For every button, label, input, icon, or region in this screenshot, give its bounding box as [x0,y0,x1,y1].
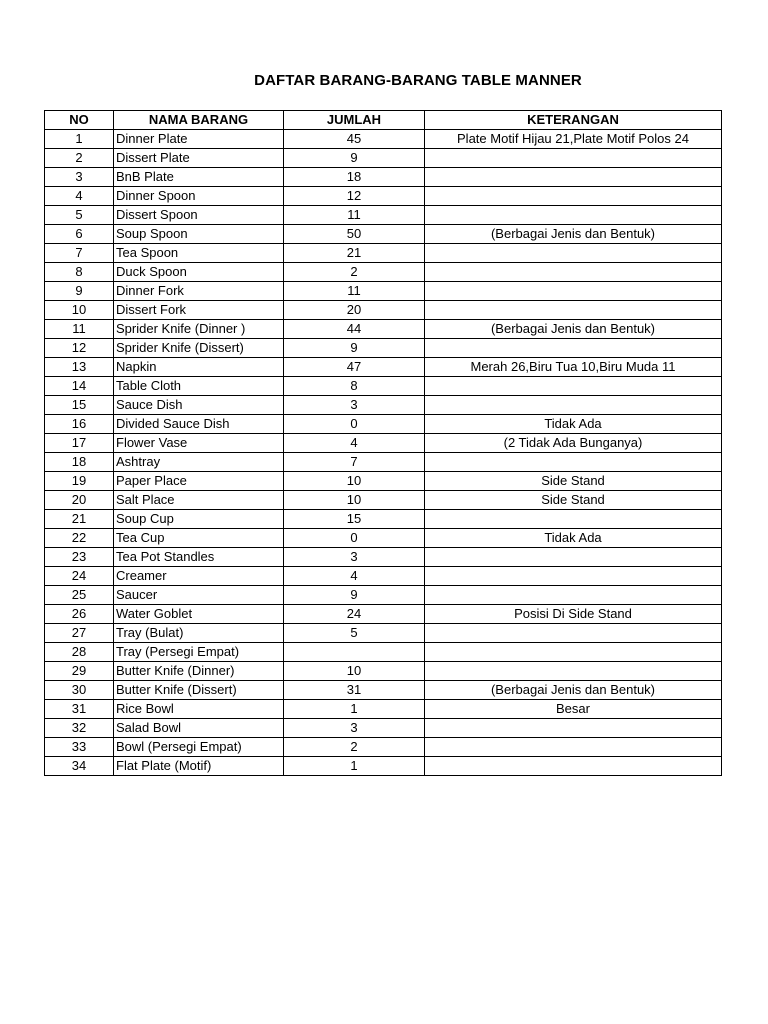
table-row [45,510,722,529]
row-number-cell: 30 [45,681,114,700]
quantity-cell: 10 [284,472,425,491]
row-number-cell: 33 [45,738,114,757]
quantity-cell: 0 [284,529,425,548]
quantity-cell [284,643,425,662]
table-header-row [45,111,722,130]
note-cell [425,377,722,396]
item-name-cell: Paper Place [114,472,284,491]
quantity-cell: 15 [284,510,425,529]
note-cell [425,187,722,206]
table-row [45,263,722,282]
note-cell [425,624,722,643]
item-name-cell: Water Goblet [114,605,284,624]
quantity-cell: 12 [284,187,425,206]
quantity-cell: 11 [284,282,425,301]
row-number-cell: 10 [45,301,114,320]
note-cell: Merah 26,Biru Tua 10,Biru Muda 11 [425,358,722,377]
table-body [45,130,722,776]
table-row [45,738,722,757]
item-name-cell: Table Cloth [114,377,284,396]
quantity-cell: 47 [284,358,425,377]
table-row [45,434,722,453]
row-number-cell: 17 [45,434,114,453]
row-number-cell: 27 [45,624,114,643]
item-name-cell: Tray (Bulat) [114,624,284,643]
item-name-cell: Dissert Plate [114,149,284,168]
quantity-cell: 7 [284,453,425,472]
table-row [45,757,722,776]
row-number-cell: 8 [45,263,114,282]
item-name-cell: Napkin [114,358,284,377]
table-row [45,339,722,358]
table-row [45,282,722,301]
note-cell: (2 Tidak Ada Bunganya) [425,434,722,453]
item-name-cell: Ashtray [114,453,284,472]
quantity-cell: 9 [284,339,425,358]
item-name-cell: Dissert Spoon [114,206,284,225]
item-name-cell: Tea Cup [114,529,284,548]
item-name-cell: Tea Spoon [114,244,284,263]
note-cell [425,396,722,415]
row-number-cell: 28 [45,643,114,662]
item-name-cell: Divided Sauce Dish [114,415,284,434]
quantity-cell: 4 [284,567,425,586]
table-row [45,472,722,491]
quantity-cell: 5 [284,624,425,643]
quantity-cell: 24 [284,605,425,624]
note-cell [425,206,722,225]
row-number-cell: 9 [45,282,114,301]
table-row [45,377,722,396]
note-cell: Side Stand [425,472,722,491]
row-number-cell: 18 [45,453,114,472]
item-name-cell: Sprider Knife (Dinner ) [114,320,284,339]
note-cell [425,662,722,681]
table-row [45,681,722,700]
quantity-cell: 3 [284,719,425,738]
table-row [45,320,722,339]
item-name-cell: Dissert Fork [114,301,284,320]
row-number-cell: 6 [45,225,114,244]
item-name-cell: Rice Bowl [114,700,284,719]
quantity-cell: 10 [284,491,425,510]
item-name-cell: Bowl (Persegi Empat) [114,738,284,757]
note-cell: Tidak Ada [425,415,722,434]
row-number-cell: 5 [45,206,114,225]
note-cell [425,453,722,472]
row-number-cell: 11 [45,320,114,339]
row-number-cell: 23 [45,548,114,567]
column-header-no: NO [45,111,114,130]
quantity-cell: 9 [284,586,425,605]
row-number-cell: 34 [45,757,114,776]
item-name-cell: Salad Bowl [114,719,284,738]
table-row [45,624,722,643]
note-cell [425,149,722,168]
table-row [45,415,722,434]
note-cell [425,757,722,776]
note-cell [425,339,722,358]
note-cell: Posisi Di Side Stand [425,605,722,624]
quantity-cell: 45 [284,130,425,149]
column-header-nama-barang: NAMA BARANG [114,111,284,130]
item-name-cell: Tray (Persegi Empat) [114,643,284,662]
table-row [45,529,722,548]
table-row [45,149,722,168]
table-row [45,605,722,624]
row-number-cell: 2 [45,149,114,168]
quantity-cell: 0 [284,415,425,434]
table-row [45,719,722,738]
table-row [45,168,722,187]
row-number-cell: 22 [45,529,114,548]
note-cell: Side Stand [425,491,722,510]
note-cell: Plate Motif Hijau 21,Plate Motif Polos 24 [425,130,722,149]
column-header-keterangan: KETERANGAN [425,111,722,130]
row-number-cell: 19 [45,472,114,491]
quantity-cell: 50 [284,225,425,244]
row-number-cell: 26 [45,605,114,624]
quantity-cell: 3 [284,396,425,415]
item-name-cell: Soup Spoon [114,225,284,244]
quantity-cell: 4 [284,434,425,453]
row-number-cell: 14 [45,377,114,396]
quantity-cell: 3 [284,548,425,567]
note-cell [425,301,722,320]
table-row [45,700,722,719]
document-title: DAFTAR BARANG-BARANG TABLE MANNER [254,72,582,89]
quantity-cell: 10 [284,662,425,681]
note-cell [425,282,722,301]
table-row [45,643,722,662]
table-row [45,225,722,244]
note-cell [425,567,722,586]
item-name-cell: Flat Plate (Motif) [114,757,284,776]
note-cell [425,263,722,282]
note-cell [425,643,722,662]
item-name-cell: Sprider Knife (Dissert) [114,339,284,358]
row-number-cell: 3 [45,168,114,187]
item-name-cell: Butter Knife (Dissert) [114,681,284,700]
note-cell [425,719,722,738]
table-row [45,491,722,510]
row-number-cell: 16 [45,415,114,434]
item-name-cell: Soup Cup [114,510,284,529]
note-cell: Besar [425,700,722,719]
row-number-cell: 7 [45,244,114,263]
table-row [45,244,722,263]
table-row [45,396,722,415]
row-number-cell: 21 [45,510,114,529]
inventory-table [44,110,722,776]
quantity-cell: 44 [284,320,425,339]
note-cell [425,244,722,263]
item-name-cell: Salt Place [114,491,284,510]
table-row [45,453,722,472]
row-number-cell: 29 [45,662,114,681]
row-number-cell: 25 [45,586,114,605]
quantity-cell: 1 [284,757,425,776]
quantity-cell: 20 [284,301,425,320]
row-number-cell: 24 [45,567,114,586]
note-cell: (Berbagai Jenis dan Bentuk) [425,225,722,244]
note-cell [425,738,722,757]
table-row [45,567,722,586]
item-name-cell: Dinner Spoon [114,187,284,206]
item-name-cell: BnB Plate [114,168,284,187]
quantity-cell: 21 [284,244,425,263]
row-number-cell: 4 [45,187,114,206]
table-row [45,206,722,225]
row-number-cell: 32 [45,719,114,738]
note-cell [425,548,722,567]
item-name-cell: Flower Vase [114,434,284,453]
item-name-cell: Duck Spoon [114,263,284,282]
row-number-cell: 31 [45,700,114,719]
row-number-cell: 1 [45,130,114,149]
table-row [45,662,722,681]
quantity-cell: 8 [284,377,425,396]
table-row [45,358,722,377]
item-name-cell: Saucer [114,586,284,605]
note-cell [425,586,722,605]
quantity-cell: 1 [284,700,425,719]
item-name-cell: Dinner Plate [114,130,284,149]
quantity-cell: 11 [284,206,425,225]
row-number-cell: 15 [45,396,114,415]
item-name-cell: Sauce Dish [114,396,284,415]
quantity-cell: 31 [284,681,425,700]
table-row [45,301,722,320]
note-cell: (Berbagai Jenis dan Bentuk) [425,320,722,339]
item-name-cell: Dinner Fork [114,282,284,301]
row-number-cell: 12 [45,339,114,358]
item-name-cell: Tea Pot Standles [114,548,284,567]
table-row [45,130,722,149]
column-header-jumlah: JUMLAH [284,111,425,130]
item-name-cell: Creamer [114,567,284,586]
table-row [45,548,722,567]
table-row [45,586,722,605]
quantity-cell: 2 [284,263,425,282]
note-cell [425,168,722,187]
note-cell [425,510,722,529]
item-name-cell: Butter Knife (Dinner) [114,662,284,681]
table-row [45,187,722,206]
quantity-cell: 9 [284,149,425,168]
quantity-cell: 18 [284,168,425,187]
note-cell: (Berbagai Jenis dan Bentuk) [425,681,722,700]
row-number-cell: 13 [45,358,114,377]
row-number-cell: 20 [45,491,114,510]
note-cell: Tidak Ada [425,529,722,548]
quantity-cell: 2 [284,738,425,757]
